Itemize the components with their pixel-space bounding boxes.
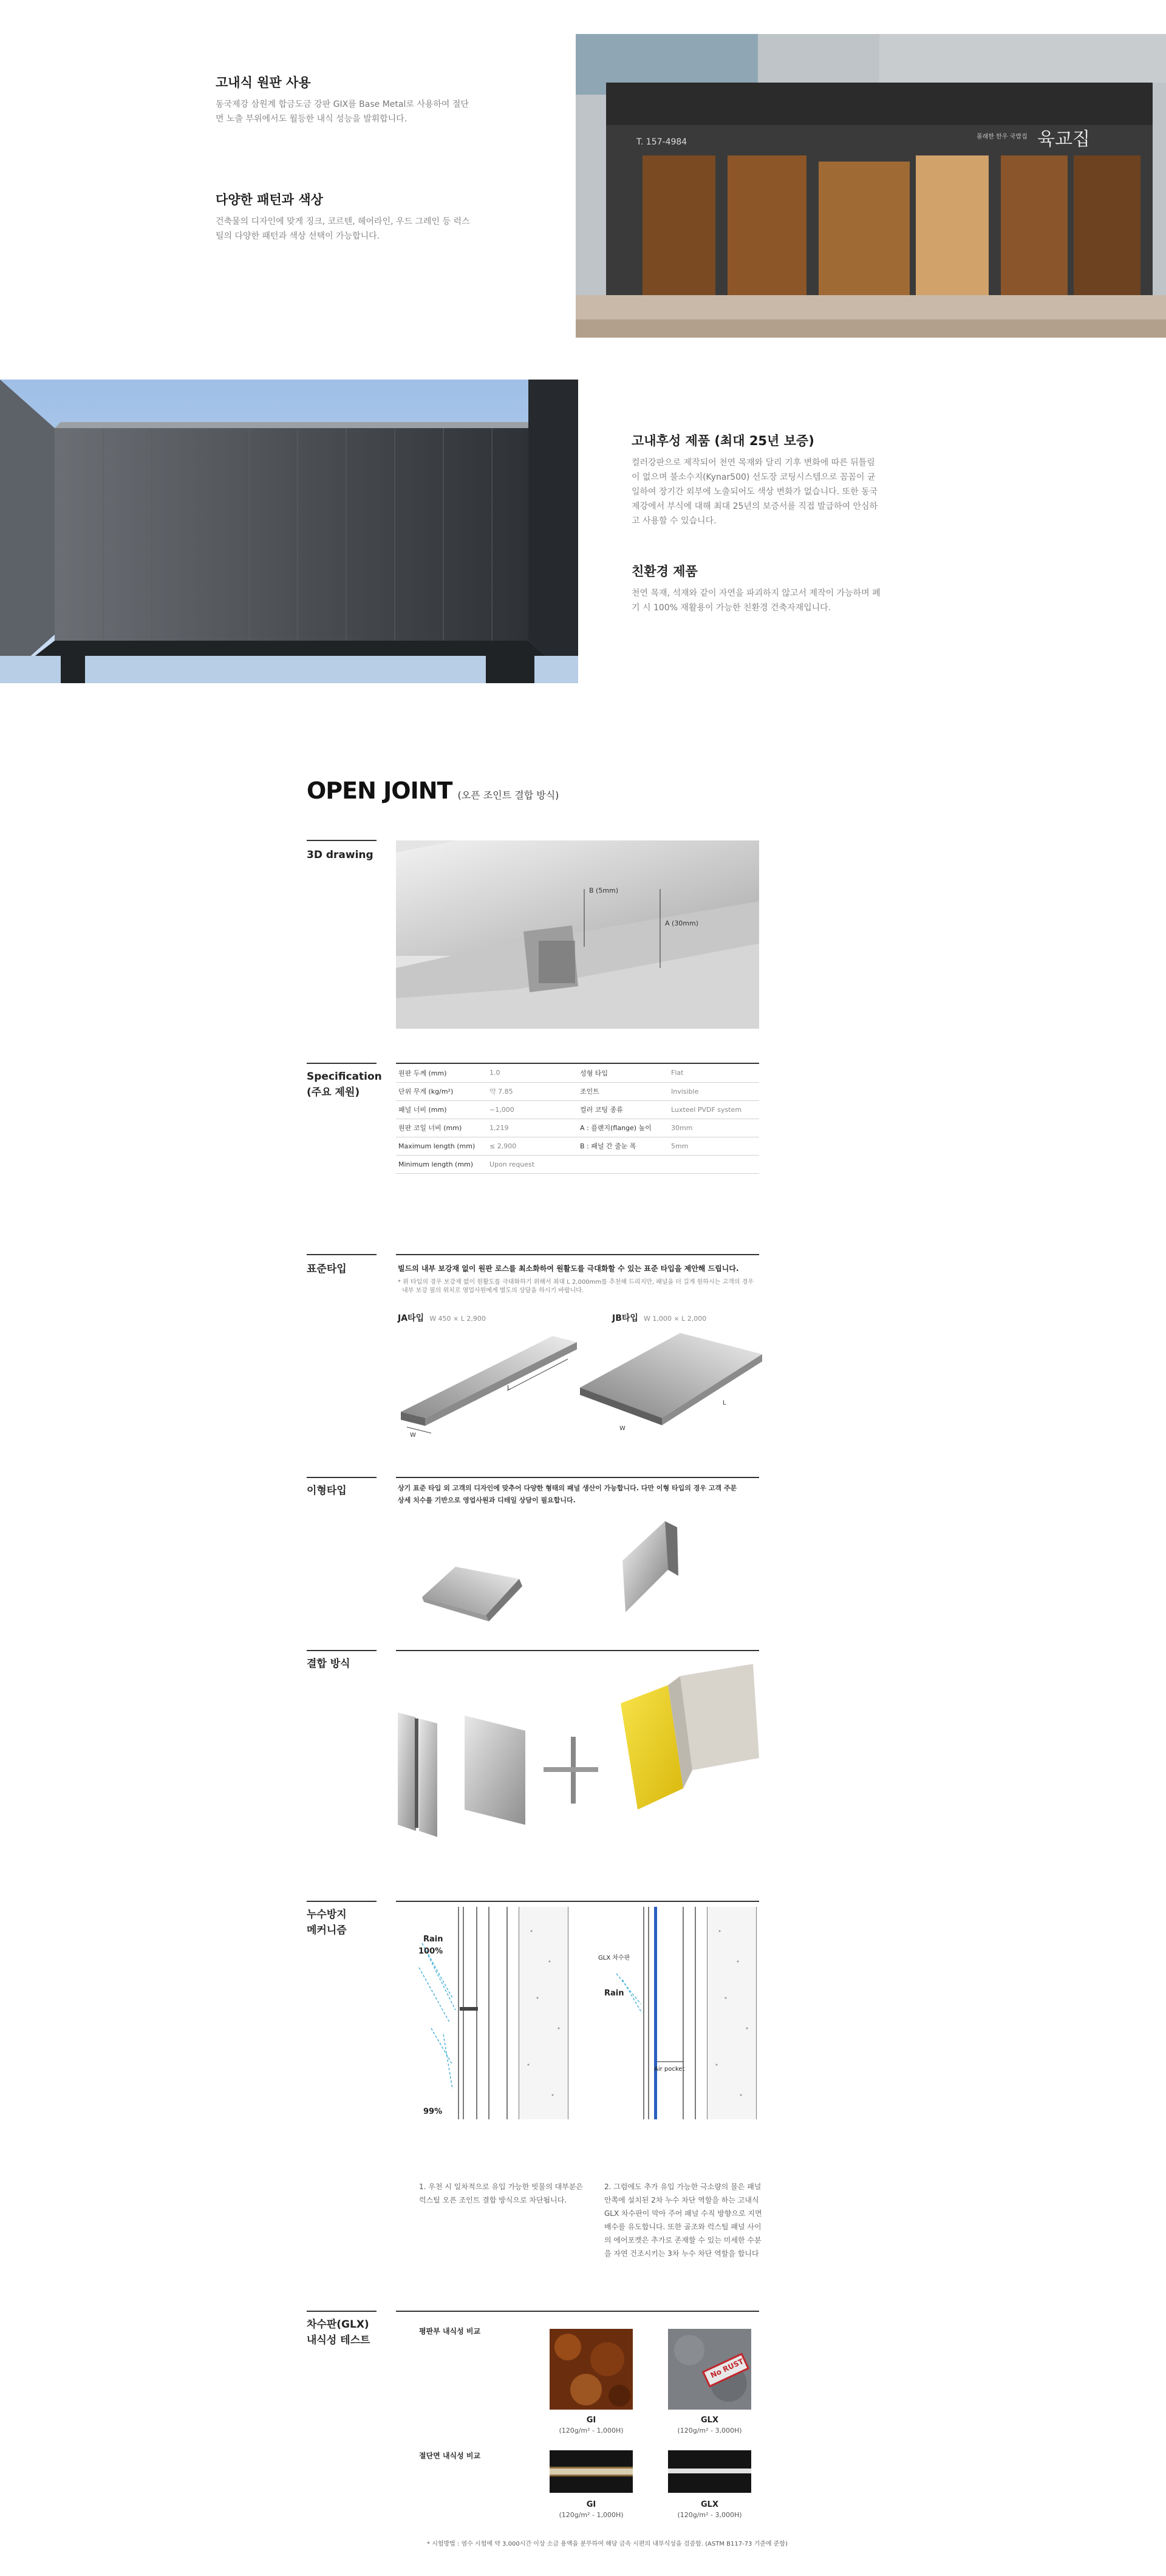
leak-label-2: 메커니즘 (307, 1924, 347, 1937)
divider (396, 2311, 759, 2312)
sample-gi-cut (550, 2450, 633, 2493)
spec-key: Maximum length (mm) (396, 1137, 487, 1155)
irregular-illustration-2 (610, 1512, 695, 1621)
air-pocket-label: Air pocket (654, 2066, 685, 2073)
page-subtitle: (오픈 조인트 결합 방식) (457, 789, 559, 801)
irregular-line-2: 상세 치수를 기반으로 영업사원과 디테일 상담이 필요합니다. (398, 1496, 576, 1504)
irregular-line-1: 상기 표준 타입 외 고객의 디자인에 맞추어 다양한 형태의 패널 생산이 가능합니다. 다만 이형 타입의 경우 고객 주문 (398, 1484, 737, 1492)
spec-value: ~1,000 (487, 1100, 578, 1119)
type-size: W 450 × L 2,900 (429, 1315, 486, 1323)
spec-label-1: Specification (307, 1071, 382, 1083)
type-name: JA타입 (398, 1314, 424, 1323)
sample-spec: (120g/m² - 3,000H) (677, 2427, 742, 2435)
feature-desc: 동국제강 삼원계 합금도금 강판 GIX를 Base Metal로 사용하여 절단면 노출 부위에서도 월등한 내식 성능을 발휘합니다. (216, 100, 469, 124)
spec-value: Invisible (669, 1082, 759, 1100)
divider (307, 1254, 377, 1255)
section-label-standard: 표준타입 (307, 1263, 347, 1275)
spec-key: 원판 두께 (mm) (396, 1064, 487, 1082)
spec-key: 성형 타입 (578, 1064, 669, 1082)
leak-label-1: 누수방지 (307, 1909, 347, 1921)
spec-value: 1,219 (487, 1119, 578, 1137)
rain-label: Rain (423, 1935, 443, 1944)
feature-desc: 천연 목재, 석재와 같이 자연을 파괴하지 않고서 제작이 가능하며 폐기 시 100% 재활용이 가능한 친환경 건축자재입니다. (632, 588, 881, 613)
leak-note-1: 1. 우천 시 일차적으로 유입 가능한 빗물의 대부분은 럭스틸 오픈 조인트 결합 방식으로 차단됩니다. (419, 2182, 583, 2204)
standard-note-2: 내부 보강 필의 위치로 영업사원에게 별도의 상담을 하시기 바랍니다. (402, 1287, 584, 1294)
sample-name: GI (586, 2416, 596, 2425)
divider (307, 1901, 377, 1902)
rain-label: Rain (604, 1989, 624, 1998)
section-label-3d: 3D drawing (307, 849, 373, 861)
store-phone: T. 157-4984 (636, 137, 687, 147)
feature-title: 고내식 원판 사용 (216, 75, 311, 90)
dim-l: L (723, 1400, 726, 1406)
feature-block-2 (216, 190, 471, 244)
spec-key: Minimum length (mm) (396, 1155, 487, 1173)
section-label-glx (307, 2317, 370, 2348)
spec-value: Luxteel PVDF system (669, 1100, 759, 1119)
drawing-3d (396, 840, 759, 1029)
divider (307, 1477, 377, 1478)
store-sign: 육교집 (1037, 129, 1090, 150)
section-label-spec (307, 1069, 382, 1100)
sample-spec: (120g/m² - 1,000H) (559, 2427, 624, 2435)
spec-row (396, 1155, 759, 1173)
spec-key: 원판 코일 너비 (mm) (396, 1119, 487, 1137)
panel-jb-illustration (577, 1321, 765, 1448)
spec-key: B : 패널 간 줄눈 폭 (578, 1137, 669, 1155)
standard-heading: 빌드의 내부 보강재 없이 원판 로스를 최소화하여 원활도를 극대화할 수 있는 표준 타입을 제안해 드립니다. (398, 1264, 739, 1273)
section-label-joining: 결합 방식 (307, 1658, 350, 1670)
spec-row (396, 1082, 759, 1100)
divider (396, 1901, 759, 1902)
spec-label-2: (주요 제원) (307, 1086, 360, 1099)
dim-w: W (410, 1432, 416, 1439)
divider (396, 1254, 759, 1255)
storefront-photo (576, 34, 1166, 338)
leak-note-2: 2. 그럼에도 추가 유입 가능한 극소량의 물은 패널 안쪽에 설치된 2차 누수 차단 역할을 하는 고내식 GLX 차수판이 막아 주어 패널 수직 방향으로 지면 배수를 유도합니다. 또한 골조와 럭스틸 패널 사이의 에어포켓은 추가로 존재할 수 있는 미세한 수분을 자연 건조시키는 3차 누수 차단 역할을 합니다 (604, 2182, 762, 2258)
sample-name: GLX (701, 2416, 718, 2425)
dim-b-label: B (5mm) (589, 887, 619, 894)
divider (307, 2311, 377, 2312)
divider (307, 1063, 377, 1064)
spec-value: 30mm (669, 1119, 759, 1137)
glx-row2-title: 절단면 내식성 비교 (419, 2452, 481, 2460)
standard-note-1: * 위 타입의 경우 보강재 없이 원활도를 극대화하기 위해서 최대 L 2,000mm를 추천해 드리지만, 패널을 더 길게 원하시는 고객의 경우 (398, 1279, 754, 1286)
section-label-leak (307, 1907, 347, 1938)
pct-bottom: 99% (423, 2107, 443, 2116)
spec-key: A : 플랜지(flange) 높이 (578, 1119, 669, 1137)
dim-l: L (507, 1385, 511, 1391)
spec-value: 5mm (669, 1137, 759, 1155)
sample-gi-flat (550, 2329, 633, 2410)
type-name: JB타입 (612, 1314, 638, 1323)
feature-block-1 (216, 73, 471, 126)
sample-glx-cut (668, 2450, 751, 2493)
feature-block-4 (632, 562, 881, 615)
spec-row (396, 1119, 759, 1137)
spec-value: Upon request (487, 1155, 578, 1173)
spec-value: 1.0 (487, 1064, 578, 1082)
spec-key: 컬러 코팅 종류 (578, 1100, 669, 1119)
spec-value (669, 1155, 759, 1173)
leak-diagram-1 (416, 1907, 574, 2125)
store-sign-small: 몰래한 한우 국밥집 (977, 134, 1028, 140)
feature-title: 고내후성 제품 (최대 25년 보증) (632, 434, 814, 448)
spec-row (396, 1100, 759, 1119)
feature-desc: 컬러강판으로 제작되어 천연 목재와 달리 기후 변화에 따른 뒤틀림이 없으며 불소수지(Kynar500) 선도장 코팅시스템으로 꼼꼼이 균일하여 장기간 외부에 노출되어도 색상 변화가 없습니다. 또한 동국제강에서 부식에 대해 최대 25년의 보증서를 직접 발급하여 안심하고 사용할 수 있습니다. (632, 458, 878, 526)
divider (396, 1477, 759, 1478)
glx-label-1: 차수판(GLX) (307, 2319, 369, 2331)
spec-row (396, 1064, 759, 1082)
feature-title: 다양한 패턴과 색상 (216, 193, 323, 207)
glx-label-2: 내식성 테스트 (307, 2334, 370, 2346)
spec-row (396, 1137, 759, 1155)
leak-diagram-2 (598, 1907, 762, 2125)
dim-a-label: A (30mm) (665, 919, 699, 927)
page-title: OPEN JOINT (307, 777, 452, 804)
spec-key: 단위 무게 (kg/m²) (396, 1082, 487, 1100)
sample-glx-flat (668, 2329, 751, 2410)
glx-tag: GLX 차수판 (598, 1955, 630, 1961)
type-size: W 1,000 × L 2,000 (644, 1315, 707, 1323)
spec-value: 약 7.85 (487, 1082, 578, 1100)
irregular-illustration-1 (413, 1530, 534, 1621)
spec-key (578, 1155, 669, 1173)
divider (307, 1650, 377, 1651)
spec-key: 조인트 (578, 1082, 669, 1100)
sample-name: GI (586, 2500, 596, 2509)
glx-row1-title: 평판부 내식성 비교 (419, 2327, 481, 2336)
spec-table (396, 1064, 759, 1174)
feature-title: 친환경 제품 (632, 564, 698, 579)
sample-spec: (120g/m² - 3,000H) (677, 2511, 742, 2519)
sample-name: GLX (701, 2500, 718, 2509)
pct-top: 100% (418, 1947, 443, 1956)
panel-ja-illustration (395, 1312, 583, 1451)
dim-w: W (619, 1425, 626, 1432)
spec-value: Flat (669, 1064, 759, 1082)
glx-footnote: * 시험방법 : 염수 시험에 약 3,000시간 이상 소금 용액을 분무하여 해당 금속 시편의 내부식성을 검증함. (ASTM B117-73 기준에 준함) (427, 2541, 788, 2547)
no-rust-stamp: No RUST (709, 2357, 745, 2380)
spec-key: 패널 너비 (mm) (396, 1100, 487, 1119)
feature-block-3 (632, 431, 881, 528)
courtyard-photo (0, 380, 578, 683)
section-label-irregular: 이형타입 (307, 1485, 347, 1497)
sample-spec: (120g/m² - 1,000H) (559, 2511, 624, 2519)
divider (307, 840, 377, 841)
joining-illustration (389, 1664, 765, 1846)
spec-value: ≤ 2,900 (487, 1137, 578, 1155)
divider (396, 1650, 759, 1651)
feature-desc: 건축물의 디자인에 맞게 징크, 코르텐, 헤어라인, 우드 그레인 등 럭스틸의 다양한 패턴과 색상 선택이 가능합니다. (216, 217, 470, 241)
open-joint-heading (307, 777, 559, 804)
